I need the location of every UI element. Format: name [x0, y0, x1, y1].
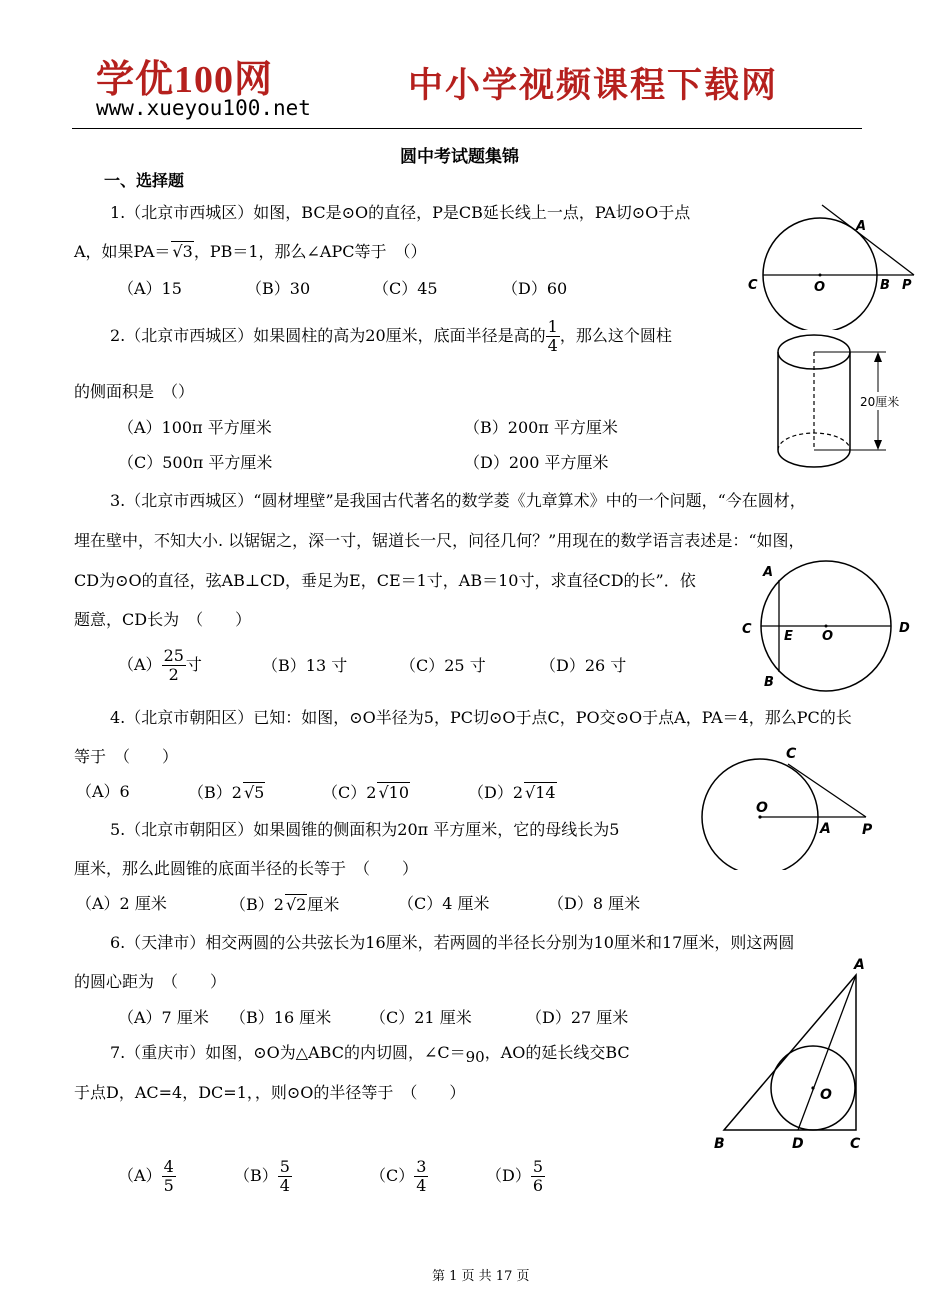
q7-optA-pre: （A）: [118, 1166, 162, 1185]
q3-option-a-pre: （A）: [118, 655, 162, 674]
q3-label-b: B: [764, 675, 774, 690]
q7-label-c: C: [850, 1136, 861, 1152]
q7-label-o: O: [820, 1087, 832, 1103]
document-title: 圆中考试题集锦: [400, 147, 519, 167]
q7-line2: 于点D，AC=4，DC=1，，则⊙O的半径等于 （ ）: [74, 1083, 466, 1102]
q1-label-p: P: [902, 278, 912, 293]
q7-optA-den: 5: [163, 1176, 174, 1195]
q7-optB-fraction: [278, 1158, 292, 1195]
site-slogan: 中小学视频课程下载网: [408, 66, 779, 106]
q4-label-a: A: [820, 821, 831, 837]
q5-option-b: [230, 894, 339, 915]
q2-line1: [110, 318, 672, 355]
q4-label-o: O: [756, 800, 768, 816]
q6-option-c: （C）21 厘米: [370, 1008, 472, 1027]
q4-option-c: [322, 782, 410, 803]
q5-line1: 5.（北京市朝阳区）如果圆锥的侧面积为20π 平方厘米，它的母线长为5: [110, 820, 620, 839]
q7-optC-num: 3: [416, 1157, 427, 1176]
q3-line2: 埋在壁中，不知大小. 以锯锯之，深一寸，锯道长一尺，问径几何？”用现在的数学语言表述是：“如图，: [74, 531, 805, 550]
q5-optB-pre: （B）2: [230, 895, 284, 914]
q2-line1-a: 2.（北京市西城区）如果圆柱的高为20厘米，底面半径是高的: [110, 326, 546, 345]
q2-cylinder-figure: [768, 330, 918, 478]
q2-option-c: （C）500π 平方厘米: [118, 453, 273, 472]
q4-optB-pre: （B）2: [188, 783, 242, 802]
q6-option-d: （D）27 厘米: [526, 1008, 629, 1027]
q5-option-a: （A）2 厘米: [76, 894, 167, 913]
q2-line2: 的侧面积是 （）: [74, 382, 195, 401]
q6-line1: 6.（天津市）相交两圆的公共弦长为16厘米，若两圆的半径长分别为10厘米和17厘米，则这两圆: [110, 933, 795, 952]
q7-angle-value: 90: [465, 1048, 485, 1066]
page-footer: 第 1 页 共 17 页: [432, 1269, 530, 1284]
q3-center-dot: [825, 625, 828, 628]
q3-option-a: [118, 647, 202, 684]
q4-line1: 4.（北京市朝阳区）已知：如图，⊙O半径为5，PC切⊙O于点C，PO交⊙O于点A，PA＝4，那么PC的长: [110, 708, 852, 727]
q3-label-o: O: [822, 629, 834, 644]
site-url[interactable]: www.xueyou100.net: [96, 96, 311, 120]
q1-option-d: （D）60: [502, 279, 568, 298]
q4-label-p: P: [862, 822, 873, 838]
q7-label-a: A: [854, 957, 865, 973]
q4-option-d: [468, 782, 557, 803]
q4-optD-pre: （D）2: [468, 783, 524, 802]
q2-height-label: 20厘米: [860, 395, 900, 409]
q1-line2-b: ，PB＝1，那么∠APC等于 （）: [193, 242, 427, 261]
q2-line1-b: ，那么这个圆柱: [559, 326, 672, 345]
q7-option-a: [118, 1158, 176, 1195]
q3-option-a-unit: 寸: [185, 655, 202, 674]
q4-optB-sqrt: √5: [243, 783, 265, 802]
q2-option-b: （B）200π 平方厘米: [464, 418, 618, 437]
q5-optB-post: 厘米: [307, 895, 340, 914]
q7-optD-den: 6: [532, 1176, 544, 1195]
q7-option-d: [486, 1158, 545, 1195]
header-divider: [72, 128, 862, 129]
q5-option-d: （D）8 厘米: [548, 894, 641, 913]
q7-optD-pre: （D）: [486, 1166, 531, 1185]
q4-option-a: （A）6: [76, 782, 130, 801]
q1-label-o: O: [814, 280, 826, 295]
q1-tangent-pa: [822, 205, 914, 275]
q2-arrow-down: [874, 440, 882, 450]
q5-line2: 厘米，那么此圆锥的底面半径的长等于 （ ）: [74, 859, 419, 878]
q5-option-c: （C）4 厘米: [398, 894, 490, 913]
q4-optD-sqrt: √14: [525, 783, 556, 802]
q6-line2: 的圆心距为 （ ）: [74, 972, 227, 991]
q3-label-d: D: [899, 621, 910, 636]
q7-label-d: D: [792, 1136, 804, 1152]
site-logo-text: 学优100网: [96, 59, 274, 101]
q7-optB-pre: （B）: [234, 1166, 278, 1185]
q3-optA-num: 25: [163, 646, 184, 665]
q4-line2: 等于 （ ）: [74, 747, 179, 766]
q5-optB-sqrt: √2: [285, 895, 307, 914]
q3-label-e: E: [784, 629, 793, 644]
q2-bottom-front: [778, 450, 850, 467]
q1-center-dot: [819, 274, 822, 277]
q7-optA-num: 4: [163, 1157, 174, 1176]
q7-optC-pre: （C）: [370, 1166, 415, 1185]
q7-line1: [110, 1043, 630, 1066]
q4-optB-sqrt-val: 5: [254, 783, 265, 802]
q7-line-ad: [798, 975, 856, 1130]
q3-line3: CD为⊙O的直径，弦AB⊥CD，垂足为E，CE＝1寸，AB＝10寸，求直径CD的长”．依: [74, 571, 696, 590]
q2-frac-den: 4: [547, 336, 558, 355]
q1-option-b: （B）30: [246, 279, 311, 298]
q1-line2: [74, 241, 427, 262]
q2-fraction: [546, 318, 560, 355]
q1-option-a: （A）15: [118, 279, 182, 298]
q3-figure: [738, 558, 923, 693]
q3-option-d: （D）26 寸: [540, 656, 627, 675]
section-heading: 一、选择题: [104, 171, 185, 190]
q1-option-c: （C）45: [373, 279, 438, 298]
q4-label-c: C: [786, 746, 797, 762]
q7-line1-b: ，AO的延长线交BC: [484, 1043, 630, 1062]
q2-option-d: （D）200 平方厘米: [464, 453, 609, 472]
q7-label-b: B: [714, 1136, 725, 1152]
q4-optC-pre: （C）2: [322, 783, 377, 802]
q6-option-b: （B）16 厘米: [230, 1008, 332, 1027]
q7-optD-fraction: [531, 1158, 545, 1195]
q1-label-b: B: [880, 278, 890, 293]
q4-tangent-pc: [788, 764, 866, 817]
q7-optB-den: 4: [279, 1176, 290, 1195]
q2-arrow-up: [874, 352, 882, 362]
q4-optC-sqrt-val: 10: [388, 783, 409, 802]
q3-optA-den: 2: [168, 665, 179, 684]
q7-optD-num: 5: [532, 1157, 544, 1176]
q1-sqrt-value: 3: [182, 242, 193, 261]
q7-optB-num: 5: [279, 1157, 290, 1176]
q7-figure: [708, 950, 873, 1155]
q3-line4: 题意，CD长为 （ ）: [74, 610, 252, 629]
q7-option-c: [370, 1158, 428, 1195]
q7-optC-den: 4: [416, 1176, 427, 1195]
q3-option-b: （B）13 寸: [262, 656, 348, 675]
q1-line1: 1.（北京市西城区）如图，BC是⊙O的直径，P是CB延长线上一点，PA切⊙O于点: [110, 203, 691, 222]
q4-option-b: [188, 782, 265, 803]
q7-center-dot: [811, 1086, 814, 1089]
q4-optD-sqrt-val: 14: [535, 783, 556, 802]
q7-optA-fraction: [162, 1158, 176, 1195]
q1-line2-a: A，如果PA＝: [74, 242, 171, 261]
q7-option-b: [234, 1158, 292, 1195]
q3-option-c: （C）25 寸: [400, 656, 486, 675]
q3-label-c: C: [742, 622, 752, 637]
q6-option-a: （A）7 厘米: [118, 1008, 209, 1027]
q7-optC-fraction: [414, 1158, 428, 1195]
q1-figure: [744, 200, 924, 330]
q1-label-c: C: [748, 278, 758, 293]
q2-option-a: （A）100π 平方厘米: [118, 418, 272, 437]
q3-option-a-fraction: [162, 647, 186, 684]
q2-bottom-back: [778, 433, 850, 450]
q7-line1-a: 7.（重庆市）如图，⊙O为△ABC的内切圆，∠C＝: [110, 1043, 466, 1062]
q1-label-a: A: [856, 219, 867, 234]
q4-optC-sqrt: √10: [378, 783, 409, 802]
q5-optB-sqrt-val: 2: [296, 895, 307, 914]
q4-figure: [696, 740, 886, 870]
q3-line1: 3.（北京市西城区）“圆材埋壁”是我国古代著名的数学菱《九章算术》中的一个问题，“今在圆材，: [110, 491, 806, 510]
q1-sqrt: √3: [172, 242, 193, 261]
q3-label-a: A: [763, 565, 774, 580]
q2-frac-num: 1: [547, 317, 558, 336]
